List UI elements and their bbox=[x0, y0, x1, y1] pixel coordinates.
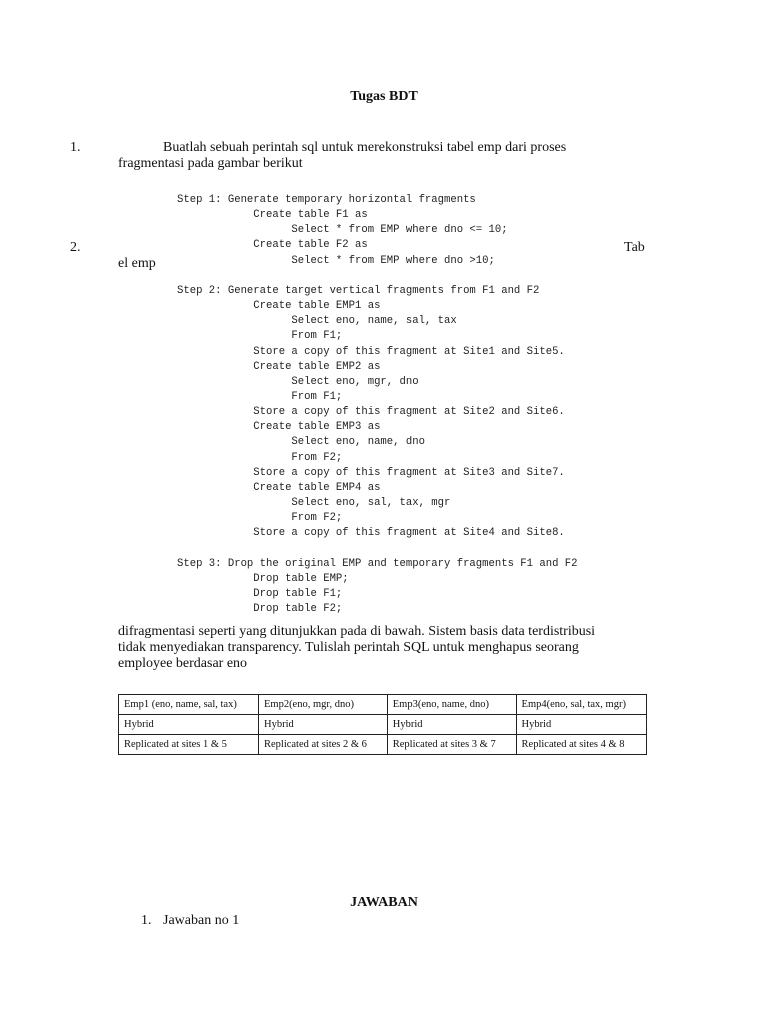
code-line: Select eno, sal, tax, mgr bbox=[177, 497, 451, 510]
code-line: Create table EMP2 as bbox=[177, 360, 381, 373]
fragment-table bbox=[118, 694, 647, 755]
table-cell: Replicated at sites 3 & 7 bbox=[387, 735, 516, 755]
table-cell: Emp2(eno, mgr, dno) bbox=[258, 695, 387, 715]
question-2-paragraph-line2: tidak menyediakan transparency. Tulislah perintah SQL untuk menghapus seorang bbox=[118, 640, 579, 655]
code-line: Store a copy of this fragment at Site4 and Site8. bbox=[177, 527, 565, 540]
code-line: From F1; bbox=[177, 391, 343, 404]
question-1-text-line2: fragmentasi pada gambar berikut bbox=[118, 156, 303, 171]
code-line: From F2; bbox=[177, 451, 343, 464]
document-title: Tugas BDT bbox=[350, 89, 418, 104]
code-line: Create table F2 as bbox=[177, 239, 368, 252]
question-1-number: 1. bbox=[70, 140, 81, 155]
code-line: Drop table F2; bbox=[177, 603, 343, 616]
table-row bbox=[119, 735, 647, 755]
table-cell: Emp1 (eno, name, sal, tax) bbox=[119, 695, 259, 715]
table-cell: Replicated at sites 2 & 6 bbox=[258, 735, 387, 755]
question-2-paragraph-line1: difragmentasi seperti yang ditunjukkan pada di bawah. Sistem basis data terdistribusi bbox=[118, 624, 596, 639]
question-2-paragraph-line3: employee berdasar eno bbox=[118, 656, 248, 671]
question-1-text-line1: Buatlah sebuah perintah sql untuk merekonstruksi tabel emp dari proses bbox=[163, 140, 567, 155]
code-line: Store a copy of this fragment at Site2 and Site6. bbox=[177, 406, 565, 419]
code-line: Select eno, name, dno bbox=[177, 436, 425, 449]
code-line: Create table EMP1 as bbox=[177, 300, 381, 313]
sql-code-image bbox=[177, 193, 602, 617]
code-line: Create table F1 as bbox=[177, 209, 368, 222]
table-row bbox=[119, 715, 647, 735]
code-line: Select eno, mgr, dno bbox=[177, 375, 419, 388]
code-line: Create table EMP4 as bbox=[177, 481, 381, 494]
code-line: Store a copy of this fragment at Site3 and Site7. bbox=[177, 466, 565, 479]
answer-item-number: 1. bbox=[141, 913, 152, 928]
answer-item-text: Jawaban no 1 bbox=[163, 913, 240, 928]
table-cell: Emp4(eno, sal, tax, mgr) bbox=[516, 695, 646, 715]
code-line: From F2; bbox=[177, 512, 343, 525]
code-line: Create table EMP3 as bbox=[177, 421, 381, 434]
table-cell: Hybrid bbox=[387, 715, 516, 735]
table-cell: Hybrid bbox=[119, 715, 259, 735]
code-line: Step 1: Generate temporary horizontal fragments bbox=[177, 194, 476, 206]
code-line: Drop table EMP; bbox=[177, 572, 349, 585]
table-cell: Hybrid bbox=[516, 715, 646, 735]
table-cell: Replicated at sites 1 & 5 bbox=[119, 735, 259, 755]
code-line: Store a copy of this fragment at Site1 and Site5. bbox=[177, 345, 565, 358]
answer-title: JAWABAN bbox=[350, 895, 418, 910]
code-line bbox=[177, 269, 602, 284]
table-cell: Replicated at sites 4 & 8 bbox=[516, 735, 646, 755]
question-2-number: 2. bbox=[70, 240, 81, 255]
table-row bbox=[119, 695, 647, 715]
code-line: From F1; bbox=[177, 330, 343, 343]
question-2-text-right: Tab bbox=[624, 240, 645, 255]
table-cell: Emp3(eno, name, dno) bbox=[387, 695, 516, 715]
code-line: Select * from EMP where dno <= 10; bbox=[177, 224, 508, 237]
code-line: Select * from EMP where dno >10; bbox=[177, 254, 495, 267]
code-line bbox=[177, 542, 602, 557]
table-cell: Hybrid bbox=[258, 715, 387, 735]
question-2-text-left: el emp bbox=[118, 256, 156, 271]
code-line: Step 2: Generate target vertical fragments from F1 and F2 bbox=[177, 284, 540, 297]
code-line: Step 3: Drop the original EMP and temporary fragments F1 and F2 bbox=[177, 557, 578, 570]
code-line: Select eno, name, sal, tax bbox=[177, 315, 457, 328]
code-line: Drop table F1; bbox=[177, 588, 343, 601]
